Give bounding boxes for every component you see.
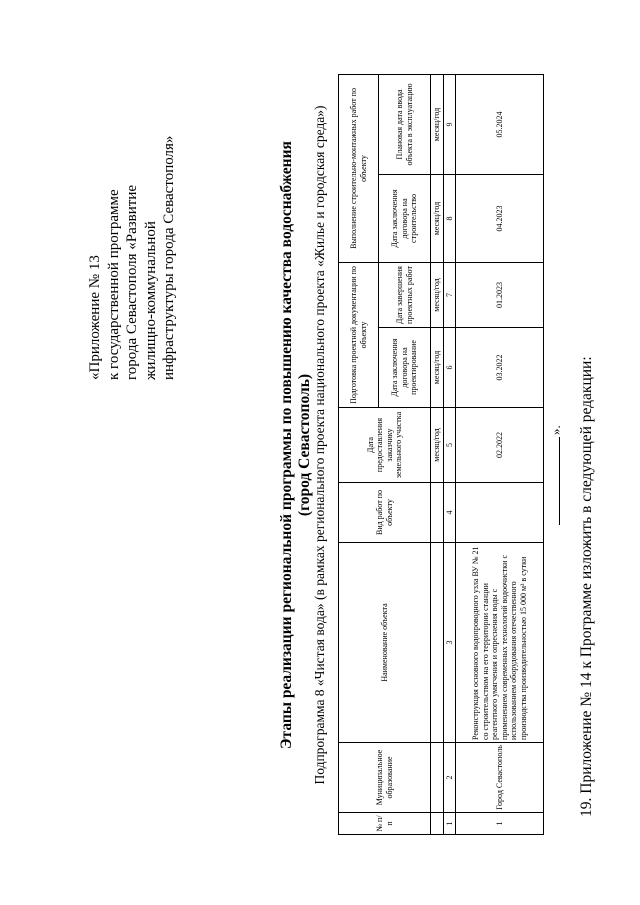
header-design-group: Подготовка проектной документации по объекту	[339, 262, 379, 407]
column-number: 6	[443, 328, 456, 408]
row-work-type	[456, 483, 544, 543]
unit-cell: месяц/год	[431, 328, 444, 408]
header-land-date: Дата предоставления заказчику земельного участка	[339, 408, 431, 483]
unit-cell: месяц/год	[431, 408, 444, 483]
header-num: № п/п	[339, 813, 431, 835]
header-construction-contract: Дата заключения договора на строительство	[379, 174, 431, 262]
column-number: 4	[443, 483, 456, 543]
table-row	[456, 74, 544, 834]
unit-cell: месяц/год	[431, 174, 444, 262]
unit-cell	[431, 483, 444, 543]
row-design-contract: 03.2022	[456, 328, 544, 408]
row-object-name: Реконструкция основного водопроводного узла ВУ № 21 со строительством на его территории станции реагентного умягчения и опреснения воды с применением современных технологий водоочистки с использованием оборудования отечественного производства производительностью 15 000 м³ в сутки	[456, 543, 544, 743]
title-line-1: Этапы реализации региональной программы по повышению качества водоснабжения	[278, 141, 295, 749]
header-design-contract: Дата заключения договора на проектирование	[379, 328, 431, 408]
header-design-end: Дата завершения проектных работ	[379, 262, 431, 327]
row-construction-contract: 04.2023	[456, 174, 544, 262]
column-number: 1	[443, 813, 456, 835]
document-title	[278, 65, 314, 825]
unit-cell	[431, 813, 444, 835]
unit-cell	[431, 543, 444, 743]
appendix-line: жилищно-коммунальной	[142, 221, 159, 380]
signature-line	[559, 437, 560, 525]
unit-cell: месяц/год	[431, 74, 444, 174]
column-number: 7	[443, 262, 456, 327]
unit-cell: месяц/год	[431, 262, 444, 327]
row-design-end: 01.2023	[456, 262, 544, 327]
title-line-2: (город Севастополь)	[296, 373, 313, 517]
header-work-type: Вид работ по объекту	[339, 483, 431, 543]
column-number: 8	[443, 174, 456, 262]
header-municipality: Муниципальное образование	[339, 743, 431, 813]
stages-table	[338, 74, 544, 835]
column-number: 5	[443, 408, 456, 483]
closing-quote	[548, 425, 564, 525]
closing-mark: ».	[548, 425, 563, 435]
header-object-name: Наименование объекта	[339, 543, 431, 743]
header-construction-group: Выполнение строительно-монтажных работ по объекту	[339, 74, 379, 262]
row-commissioning: 05.2024	[456, 74, 544, 174]
unit-cell	[431, 743, 444, 813]
appendix-line: «Приложение № 13	[87, 255, 103, 380]
header-commissioning: Плановая дата ввода объекта в эксплуатацию	[379, 74, 431, 174]
appendix-header	[86, 80, 179, 380]
row-land-date: 02.2022	[456, 408, 544, 483]
appendix-line: города Севастополя «Развитие	[124, 184, 140, 380]
column-number: 2	[443, 743, 456, 813]
subprogram-subtitle: Подпрограмма 8 «Чистая вода» (в рамках регионального проекта национального проекта «Жилье и городская среда»)	[312, 105, 327, 785]
paragraph-19: 19. Приложение № 14 к Программе изложить в следующей редакции:	[578, 356, 595, 817]
appendix-line: к государственной программе	[105, 189, 122, 380]
row-municipality: Город Севастополь	[456, 743, 544, 813]
appendix-line: инфраструктуры города Севастополя»	[161, 135, 177, 380]
column-number: 9	[443, 74, 456, 174]
row-num: 1	[456, 813, 544, 835]
column-number: 3	[443, 543, 456, 743]
